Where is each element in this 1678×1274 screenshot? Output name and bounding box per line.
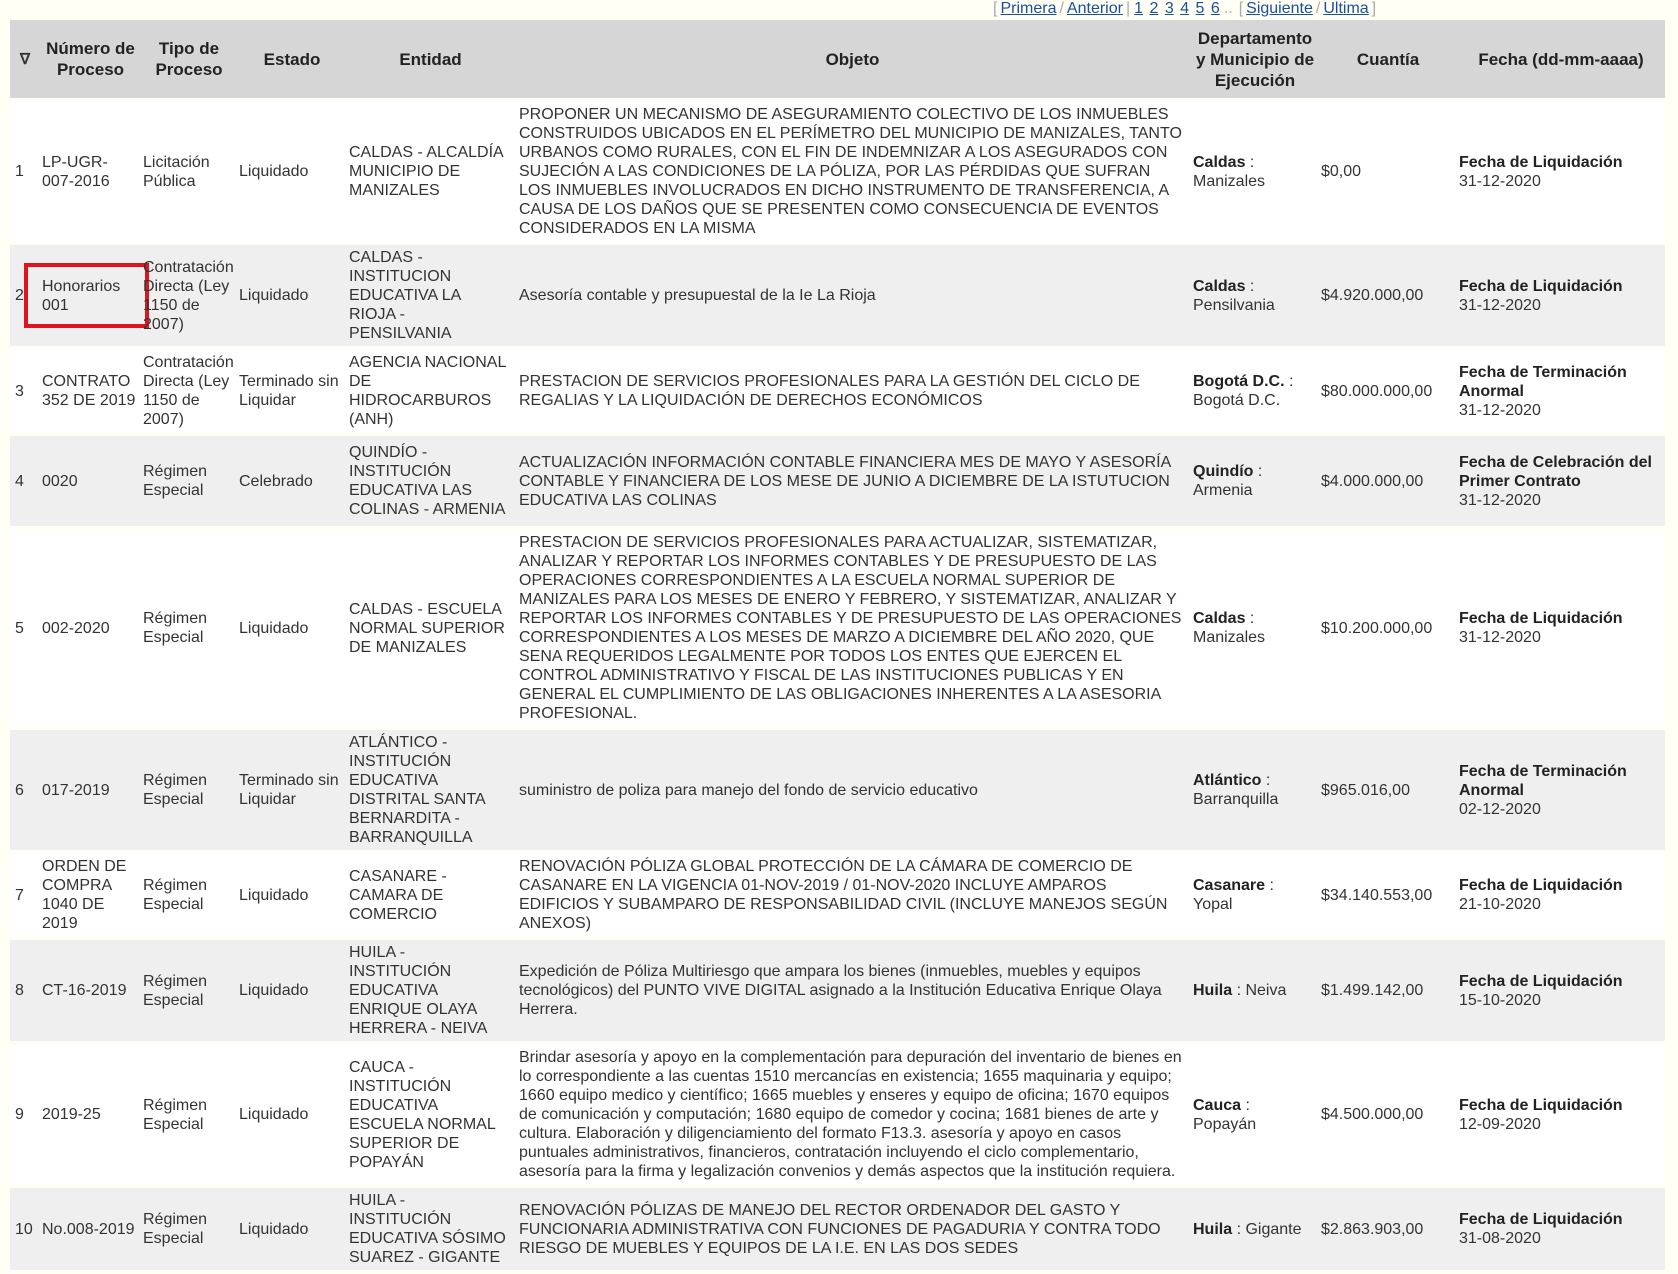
pagination: [ Primera / Anterior | 1 2 3 4 5 6 .. [ Siguiente / Ultima ] <box>993 0 1377 17</box>
municipality: Pensilvania <box>1193 296 1275 314</box>
sort-icon[interactable]: ∇ <box>10 20 40 100</box>
process-number-link[interactable]: No.008-2019 <box>40 1186 141 1272</box>
table-row[interactable] <box>10 1186 1665 1272</box>
header-fecha[interactable]: Fecha (dd-mm-aaaa) <box>1457 20 1665 100</box>
entity-name: CALDAS - INSTITUCION EDUCATIVA LA RIOJA - PENSILVANIA <box>347 243 514 348</box>
amount: $2.863.903,00 <box>1319 1186 1457 1272</box>
date-cell <box>1457 728 1665 852</box>
entity-name: AGENCIA NACIONAL DE HIDROCARBUROS (ANH) <box>347 348 514 434</box>
process-status: Liquidado <box>237 528 347 728</box>
pager-page-6-link[interactable]: 6 <box>1210 0 1220 17</box>
amount: $0,00 <box>1319 100 1457 243</box>
process-number-link[interactable]: 017-2019 <box>40 728 141 852</box>
process-type: Régimen Especial <box>141 528 237 728</box>
date-cell <box>1457 243 1665 348</box>
header-tipo[interactable]: Tipo de Proceso <box>141 20 237 100</box>
entity-name: HUILA - INSTITUCIÓN EDUCATIVA ENRIQUE OLAYA HERRERA - NEIVA <box>347 938 514 1043</box>
location: Caldas : Manizales <box>1191 100 1319 243</box>
entity-name: CALDAS - ESCUELA NORMAL SUPERIOR DE MANIZALES <box>347 528 514 728</box>
row-index: 9 <box>10 1043 40 1186</box>
row-index: 7 <box>10 852 40 938</box>
process-status: Terminado sin Liquidar <box>237 728 347 852</box>
entity-name: ATLÁNTICO - INSTITUCIÓN EDUCATIVA DISTRITAL SANTA BERNARDITA - BARRANQUILLA <box>347 728 514 852</box>
amount: $10.200.000,00 <box>1319 528 1457 728</box>
row-index: 6 <box>10 728 40 852</box>
process-table <box>10 20 1665 1274</box>
row-index: 8 <box>10 938 40 1043</box>
date-cell <box>1457 528 1665 728</box>
pager-first-link[interactable]: Primera <box>1000 0 1057 17</box>
municipality: Armenia <box>1193 482 1253 499</box>
date-value: 12-09-2020 <box>1459 1115 1541 1133</box>
municipality: Barranquilla <box>1193 791 1279 808</box>
amount: $965.016,00 <box>1319 728 1457 852</box>
location: Atlántico : Barranquilla <box>1191 728 1319 852</box>
amount: $34.140.553,00 <box>1319 852 1457 938</box>
date-value: 31-08-2020 <box>1459 1230 1541 1247</box>
process-type: Régimen Especial <box>141 852 237 938</box>
process-status: Liquidado <box>237 938 347 1043</box>
entity-name: CALDAS - ALCALDÍA MUNICIPIO DE MANIZALES <box>347 100 514 243</box>
date-label: Fecha de Liquidación <box>1459 153 1623 171</box>
process-number-link[interactable]: CONTRATO 352 DE 2019 <box>40 348 141 434</box>
municipality: Popayán <box>1193 1115 1257 1133</box>
table-row[interactable] <box>10 243 1665 348</box>
contract-object: Brindar asesoría y apoyo en la complementación para depuración del inventario de bienes en lo correspondiente a las cuentas 1510 mercancías en existencia; 1655 maquinaria y equipo; 1660 equipo medico y científico; 1665 muebles y enseres y equipo de oficina; 1670 equipos de comunicación y computación; 1680 equipo de comedor y cocina; 1681 bienes de arte y cultura. Elaboración y diligenciamiento del formato F13.3. asesoría y apoyo en casos puntuales administrativos, financieros, contratación incluyendo el ciclo complementario, asesoría para la firma y legalización convenios y demás aspectos que la institución requiera. <box>514 1043 1191 1186</box>
location: Huila : Neiva <box>1191 938 1319 1043</box>
process-number-cell <box>40 243 141 348</box>
entity-name: QUINDÍO - INSTITUCIÓN EDUCATIVA LAS COLINAS - ARMENIA <box>347 434 514 528</box>
process-status: Terminado sin Liquidar <box>237 348 347 434</box>
amount: $1.499.142,00 <box>1319 938 1457 1043</box>
date-cell <box>1457 852 1665 938</box>
department: Caldas <box>1193 277 1246 295</box>
date-cell <box>1457 1186 1665 1272</box>
process-status: Celebrado <box>237 434 347 528</box>
process-number-link[interactable]: ORDEN DE COMPRA 1040 DE 2019 <box>40 852 141 938</box>
contract-object: RENOVACIÓN PÓLIZAS DE MANEJO DEL RECTOR ORDENADOR DEL GASTO Y FUNCIONARIA ADMINISTRATIVA CON FUNCIONES DE PAGADURIA Y CONTRA TODO RIESGO DE MUEBLES Y EQUIPOS DE LA I.E. EN LAS DOS SEDES <box>514 1186 1191 1272</box>
process-type: Licitación Pública <box>141 100 237 243</box>
table-header-row <box>10 20 1665 100</box>
header-numero[interactable]: Número de Proceso <box>40 20 141 100</box>
process-type: Régimen Especial <box>141 938 237 1043</box>
table-row[interactable] <box>10 938 1665 1043</box>
date-value: 31-12-2020 <box>1459 491 1541 509</box>
process-type: Contratación Directa (Ley 1150 de 2007) <box>141 243 237 348</box>
row-index: 2 <box>10 243 40 348</box>
location: Cauca : Popayán <box>1191 1043 1319 1186</box>
date-label: Fecha de Liquidación <box>1459 610 1623 627</box>
process-number-link[interactable]: 0020 <box>40 434 141 528</box>
date-cell <box>1457 434 1665 528</box>
header-entidad[interactable]: Entidad <box>347 20 514 100</box>
department: Atlántico <box>1193 772 1262 789</box>
header-cuantia[interactable]: Cuantía <box>1319 20 1457 100</box>
date-cell <box>1457 938 1665 1043</box>
date-value: 31-12-2020 <box>1459 401 1541 419</box>
table-row[interactable] <box>10 728 1665 852</box>
process-number-link[interactable]: CT-16-2019 <box>40 938 141 1043</box>
row-index: 5 <box>10 528 40 728</box>
header-estado[interactable]: Estado <box>237 20 347 100</box>
date-label: Fecha de Liquidación <box>1459 277 1623 295</box>
date-label: Fecha de Liquidación <box>1459 972 1623 990</box>
process-number-link[interactable]: Honorarios 001 <box>28 267 145 324</box>
date-label: Fecha de Liquidación <box>1459 1096 1623 1114</box>
header-objeto[interactable]: Objeto <box>514 20 1191 100</box>
table-row[interactable] <box>10 528 1665 728</box>
process-number-link[interactable]: LP-UGR-007-2016 <box>40 100 141 243</box>
department: Huila <box>1193 982 1233 999</box>
department: Bogotá D.C. <box>1193 373 1285 390</box>
process-number-link[interactable]: 002-2020 <box>40 528 141 728</box>
location: Casanare : Yopal <box>1191 852 1319 938</box>
pager-next-link[interactable]: Siguiente <box>1246 0 1313 17</box>
date-label: Fecha de Terminación Anormal <box>1459 762 1627 799</box>
process-status: Liquidado <box>237 1043 347 1186</box>
contract-object: RENOVACIÓN PÓLIZA GLOBAL PROTECCIÓN DE LA CÁMARA DE COMERCIO DE CASANARE EN LA VIGENCIA 01-NOV-2019 / 01-NOV-2020 INCLUYE AMPAROS EDIFICIOS Y SUBAMPARO DE RESPONSABILIDAD CIVIL (INCLUYE MANEJOS SEGÚN ANEXOS) <box>514 852 1191 938</box>
process-status: Liquidado <box>237 852 347 938</box>
contract-object: PRESTACION DE SERVICIOS PROFESIONALES PARA LA GESTIÓN DEL CICLO DE REGALIAS Y LA LIQUIDACIÓN DE DERECHOS ECONÓMICOS <box>514 348 1191 434</box>
pager-page-4-link[interactable]: 4 <box>1180 0 1190 17</box>
date-label: Fecha de Liquidación <box>1459 877 1623 894</box>
date-value: 02-12-2020 <box>1459 800 1541 818</box>
location: Caldas : Pensilvania <box>1191 243 1319 348</box>
process-type: Régimen Especial <box>141 434 237 528</box>
municipality: Gigante <box>1245 1220 1302 1238</box>
pager-page-1-link[interactable]: 1 <box>1134 0 1144 17</box>
pager-prev-link[interactable]: Anterior <box>1066 0 1123 17</box>
table-row[interactable] <box>10 434 1665 528</box>
contract-object: Asesoría contable y presupuestal de la Ie La Rioja <box>514 243 1191 348</box>
process-status: Liquidado <box>237 243 347 348</box>
contract-object: ACTUALIZACIÓN INFORMACIÓN CONTABLE FINANCIERA MES DE MAYO Y ASESORÍA CONTABLE Y FINANCIERA DE LOS MESE DE JUNIO A DICIEMBRE DE LA ISTUTUCION EDUCATIVA LAS COLINAS <box>514 434 1191 528</box>
department: Caldas <box>1193 610 1246 627</box>
date-value: 31-12-2020 <box>1459 629 1541 646</box>
department: Caldas <box>1193 153 1246 171</box>
date-cell <box>1457 100 1665 243</box>
date-value: 15-10-2020 <box>1459 991 1541 1009</box>
contract-object: suministro de poliza para manejo del fondo de servicio educativo <box>514 728 1191 852</box>
table-row[interactable] <box>10 100 1665 243</box>
municipality: Yopal <box>1193 896 1233 913</box>
table-row[interactable] <box>10 1043 1665 1186</box>
row-index: 10 <box>10 1186 40 1272</box>
row-index: 4 <box>10 434 40 528</box>
process-type: Régimen Especial <box>141 1186 237 1272</box>
process-status: Liquidado <box>237 1186 347 1272</box>
department: Cauca <box>1193 1096 1242 1114</box>
location: Bogotá D.C. : Bogotá D.C. <box>1191 348 1319 434</box>
entity-name: CASANARE - CAMARA DE COMERCIO <box>347 852 514 938</box>
header-departamento[interactable]: Departamento y Municipio de Ejecución <box>1191 20 1319 100</box>
table-row[interactable] <box>10 348 1665 434</box>
pager-page-5-link[interactable]: 5 <box>1195 0 1205 17</box>
municipality: Neiva <box>1245 982 1287 999</box>
pager-page-3-link[interactable]: 3 <box>1164 0 1174 17</box>
municipality: Manizales <box>1193 629 1266 646</box>
department: Huila <box>1193 1220 1233 1238</box>
department: Quindío <box>1193 463 1254 480</box>
date-label: Fecha de Terminación Anormal <box>1459 363 1627 400</box>
date-label: Fecha de Liquidación <box>1459 1211 1623 1228</box>
date-cell <box>1457 1043 1665 1186</box>
municipality: Manizales <box>1193 172 1266 190</box>
pager-page-2-link[interactable]: 2 <box>1149 0 1159 17</box>
contract-object: PRESTACION DE SERVICIOS PROFESIONALES PARA ACTUALIZAR, SISTEMATIZAR, ANALIZAR Y REPORTAR LOS INFORMES CONTABLES Y DE PRESUPUESTO DE LAS OPERACIONES CORRESPONDIENTES A LA ESCUELA NORMAL SUPERIOR DE MANIZALES PARA LOS MESES DE ENERO Y FEBRERO, Y SISTEMATIZAR, ANALIZAR Y REPORTAR LOS INFORMES CONTABLES Y DE PRESUPUESTO DE LAS OPERACIONES CORRESPONDIENTES A LOS MESES DE MARZO A DICIEMBRE DEL AÑO 2020, QUE SENA REQUERIDOS LEGALMENTE POR TODOS LOS ENTES QUE EJERCEN EL CONTROL ADMINISTRATIVO Y FISCAL DE LAS INSTITUCIONES PUBLICAS Y EN GENERAL EL CUMPLIMIENTO DE LAS OBLIGACIONES INHERENTES A LA ASESORIA PROFESIONAL. <box>514 528 1191 728</box>
process-type: Contratación Directa (Ley 1150 de 2007) <box>141 348 237 434</box>
entity-name: HUILA - INSTITUCIÓN EDUCATIVA SÓSIMO SUAREZ - GIGANTE <box>347 1186 514 1272</box>
location: Caldas : Manizales <box>1191 528 1319 728</box>
entity-name: CAUCA - INSTITUCIÓN EDUCATIVA ESCUELA NORMAL SUPERIOR DE POPAYÁN <box>347 1043 514 1186</box>
pager-last-link[interactable]: Ultima <box>1323 0 1369 17</box>
municipality: Bogotá D.C. <box>1193 392 1281 409</box>
process-number-link[interactable]: 2019-25 <box>40 1043 141 1186</box>
contract-object: Expedición de Póliza Multiriesgo que ampara los bienes (inmuebles, muebles y equipos tecnológicos) del PUNTO VIVE DIGITAL asignado a la Institución Educativa Enrique Olaya Herrera. <box>514 938 1191 1043</box>
amount: $4.500.000,00 <box>1319 1043 1457 1186</box>
row-index: 3 <box>10 348 40 434</box>
table-row[interactable] <box>10 852 1665 938</box>
date-value: 21-10-2020 <box>1459 896 1541 913</box>
date-value: 31-12-2020 <box>1459 296 1541 314</box>
amount: $4.000.000,00 <box>1319 434 1457 528</box>
process-type: Régimen Especial <box>141 728 237 852</box>
location: Huila : Gigante <box>1191 1186 1319 1272</box>
date-value: 31-12-2020 <box>1459 172 1541 190</box>
contract-object: PROPONER UN MECANISMO DE ASEGURAMIENTO COLECTIVO DE LOS INMUEBLES CONSTRUIDOS UBICADOS EN EL PERÍMETRO DEL MUNICIPIO DE MANIZALES, TANTO URBANOS COMO RURALES, CON EL FIN DE INDEMNIZAR A LOS ASEGURADOS CON SUJECIÓN A LAS CONDICIONES DE LA PÓLIZA, POR LAS PÉRDIDAS QUE SUFRAN LOS INMUEBLES INVOLUCRADOS EN DICHO INSTRUMENTO DE TRANSFERENCIA, A CAUSA DE LOS DAÑOS QUE SE PRESENTEN COMO CONSECUENCIA DE EVENTOS CONSIDERADOS EN LA MISMA <box>514 100 1191 243</box>
location: Quindío : Armenia <box>1191 434 1319 528</box>
date-cell <box>1457 348 1665 434</box>
process-status: Liquidado <box>237 100 347 243</box>
department: Casanare <box>1193 877 1266 894</box>
amount: $4.920.000,00 <box>1319 243 1457 348</box>
date-label: Fecha de Celebración del Primer Contrato <box>1459 453 1652 490</box>
amount: $80.000.000,00 <box>1319 348 1457 434</box>
row-index: 1 <box>10 100 40 243</box>
process-type: Régimen Especial <box>141 1043 237 1186</box>
